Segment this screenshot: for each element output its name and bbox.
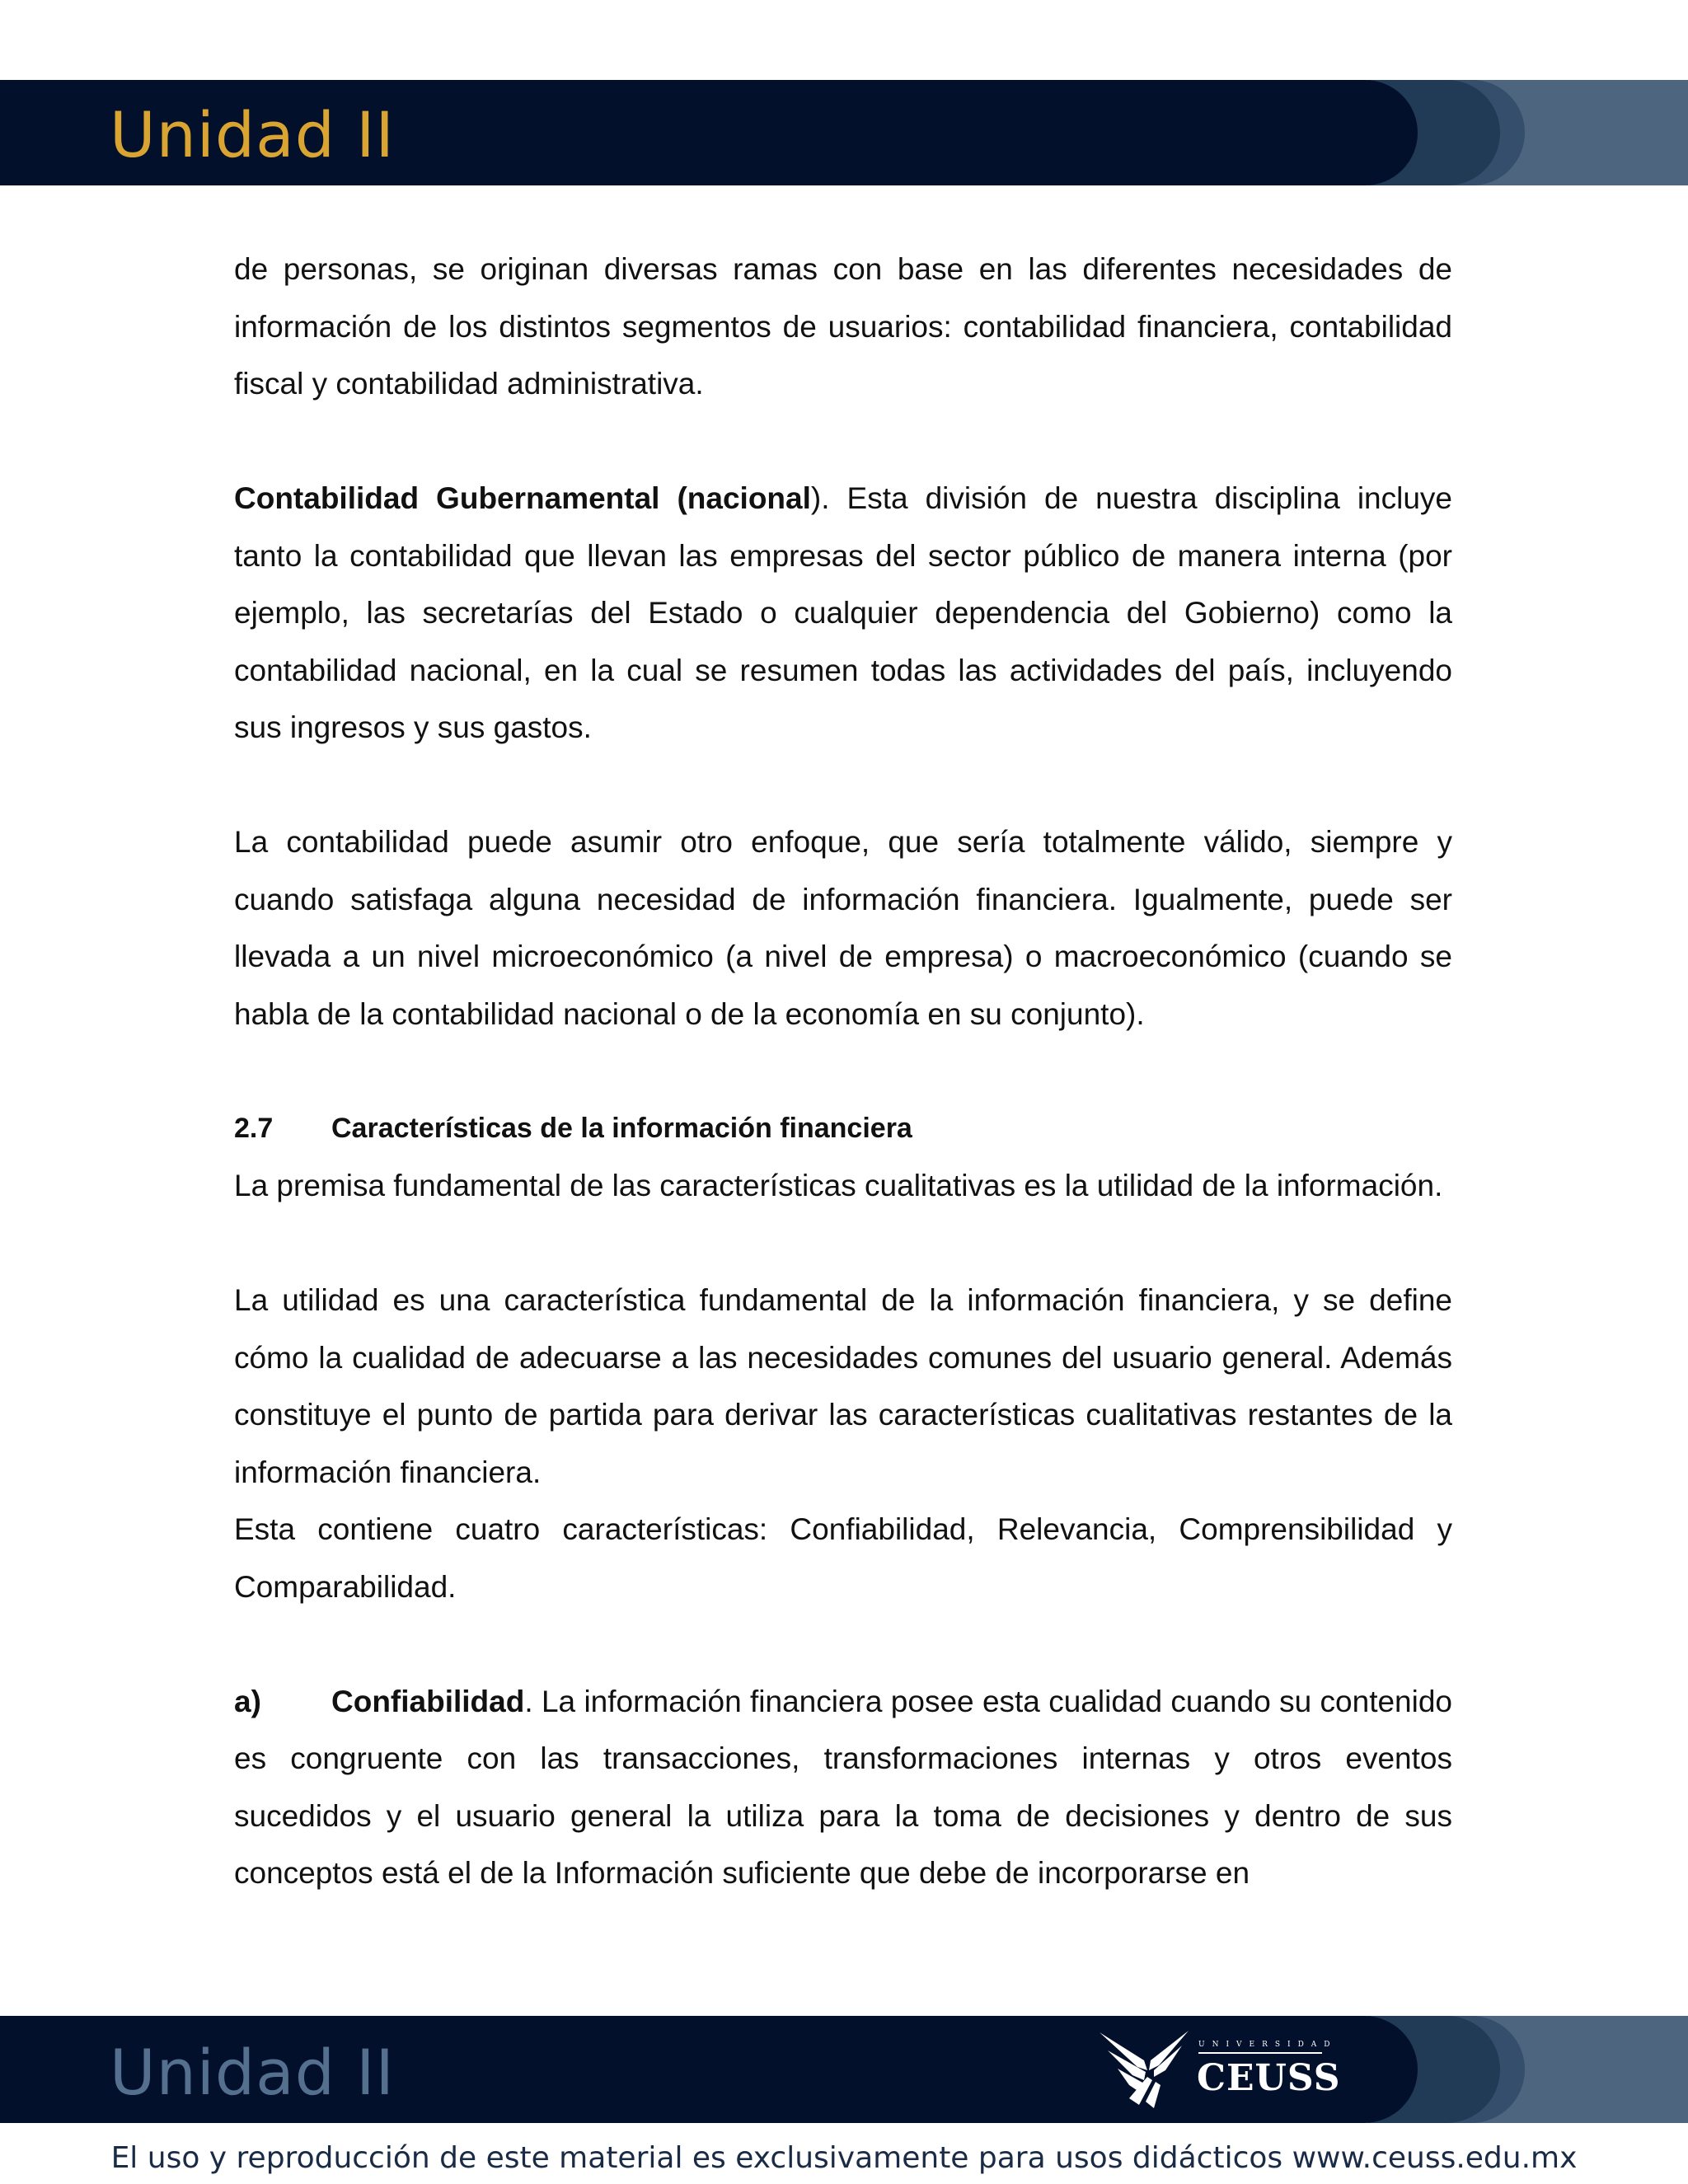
footer-banner bbox=[0, 2016, 1688, 2123]
logo-universidad-text: UNIVERSIDAD bbox=[1198, 2041, 1338, 2049]
paragraph-contabilidad-gubernamental bbox=[234, 470, 1452, 757]
logo-name: CEUSS bbox=[1197, 2057, 1341, 2099]
list-item-text: . La información financiera posee esta cualidad cuando su contenido es congruente con las transacciones, transformaciones internas y otros eventos sucedidos y el usuario general la utiliza para la toma de decisiones y dentro de sus conceptos está el de la Información suficiente que debe de incorporarse en bbox=[234, 1684, 1452, 1890]
paragraph-text: ). Esta división de nuestra disciplina incluye tanto la contabilidad que llevan las empresas del sector público de manera interna (por ejemplo, las secretarías del Estado o cualquier dependencia del Gobierno) como la contabilidad nacional, en la cual se resumen todas las actividades del país, incluyendo sus ingresos y sus gastos. bbox=[234, 481, 1452, 744]
term-confiabilidad: Confiabilidad bbox=[331, 1684, 525, 1718]
footer-note: El uso y reproducción de este material es exclusivamente para usos didácticos www.ceuss.edu.mx bbox=[110, 2141, 1578, 2175]
section-number: 2.7 bbox=[234, 1112, 274, 1144]
list-item-confiabilidad bbox=[234, 1673, 1452, 1902]
paragraph-enfoque: La contabilidad puede asumir otro enfoque, que sería totalmente válido, siempre y cuando satisfaga alguna necesidad de información financiera. Igualmente, puede ser llevada a un nivel microeconómico (a nivel de empresa) o macroeconómico (cuando se habla de la contabilidad nacional o de la economía en su conjunto). bbox=[234, 825, 1452, 1031]
term-contabilidad-gubernamental: Contabilidad Gubernamental (nacional bbox=[234, 481, 811, 515]
logo-divider bbox=[1198, 2052, 1322, 2054]
paragraph-ramas: de personas, se originan diversas ramas con base en las diferentes necesidades de información de los distintos segmentos de usuarios: contabilidad financiera, contabilidad fiscal y contabilidad administrativa. bbox=[234, 252, 1452, 401]
section-heading bbox=[234, 1100, 1452, 1158]
paragraph-cuatro-caracteristicas: Esta contiene cuatro características: Confiabilidad, Relevancia, Comprensibilidad y Comparabilidad. bbox=[234, 1512, 1452, 1604]
document-body bbox=[234, 241, 1452, 1902]
header-title: Unidad II bbox=[110, 98, 395, 171]
ceuss-logo bbox=[1096, 2027, 1341, 2113]
section-title: Características de la información financiera bbox=[331, 1112, 912, 1144]
paragraph-premisa: La premisa fundamental de las características cualitativas es la utilidad de la información. bbox=[234, 1169, 1443, 1202]
eagle-icon bbox=[1096, 2027, 1192, 2113]
list-marker: a) bbox=[234, 1684, 261, 1718]
footer-title: Unidad II bbox=[110, 2036, 395, 2109]
paragraph-utilidad: La utilidad es una característica fundamental de la información financiera, y se define cómo la cualidad de adecuarse a las necesidades comunes del usuario general. Además constituye el punto de partida para derivar las características cualitativas restantes de la información financiera. bbox=[234, 1283, 1452, 1489]
header-banner bbox=[0, 80, 1688, 185]
